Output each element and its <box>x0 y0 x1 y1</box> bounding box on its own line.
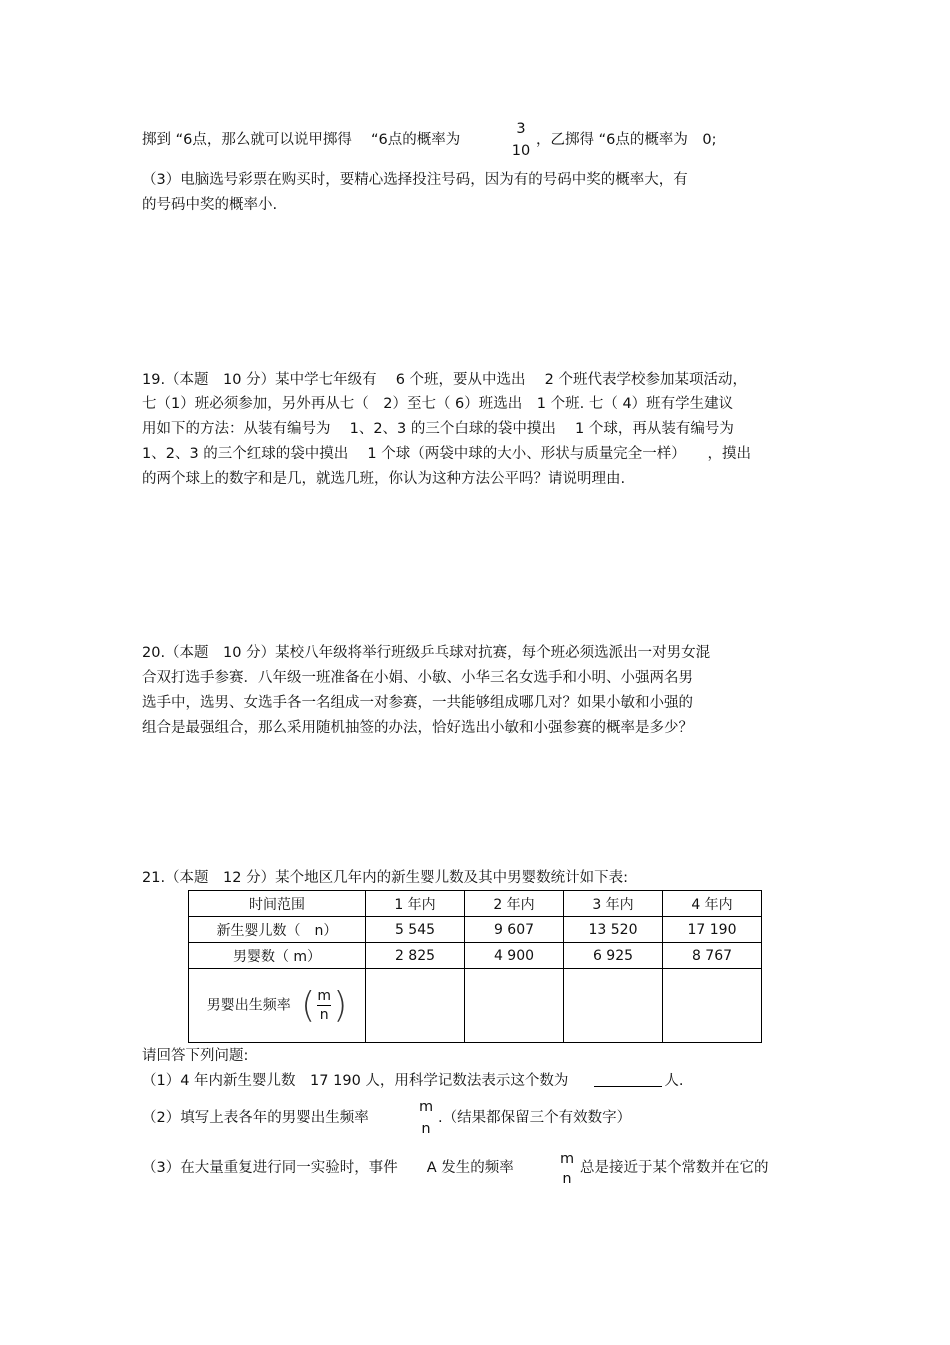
answer-cell[interactable] <box>663 969 762 1043</box>
table-cell: 2 825 <box>366 943 465 969</box>
fraction-numerator: m <box>559 1151 575 1167</box>
q21-part-1-suffix: 人. <box>664 1073 684 1089</box>
frequency-label: 男婴出生频率 <box>206 997 291 1014</box>
intro-line-1a: 掷到 “6点，那么就可以说甲掷得 “6点的概率为 <box>142 132 461 148</box>
q21-title: 21.（本题 12 分）某个地区几年内的新生婴儿数及其中男婴数统计如下表: <box>142 870 629 886</box>
fraction-denominator: n <box>319 1007 329 1023</box>
table-header-cell: 时间范围 <box>189 891 366 917</box>
q19-line: 用如下的方法：从装有编号为 1、2、3 的三个白球的袋中摸出 1 个球，再从装有编号为 <box>142 421 734 437</box>
table-row-frequency <box>189 969 762 1043</box>
q21-part-3-fraction <box>557 1150 577 1188</box>
fraction-numerator: m <box>317 988 332 1004</box>
q21-part-3-text: （3）在大量重复进行同一实验时，事件 A 发生的频率 <box>142 1160 514 1176</box>
table-row-newborns <box>189 917 762 943</box>
birth-statistics-table <box>188 890 762 1043</box>
table-cell: 5 545 <box>366 917 465 943</box>
q21-part-1-text: （1）4 年内新生婴儿数 17 190 人，用科学记数法表示这个数为 <box>142 1073 569 1089</box>
q20-line: 选手中，选男、女选手各一名组成一对参赛，一共能够组成哪几对？如果小敏和小强的 <box>142 695 693 711</box>
answer-blank[interactable] <box>594 1072 662 1087</box>
intro-fraction <box>510 120 532 160</box>
table-cell: 9 607 <box>465 917 564 943</box>
fraction-denominator: n <box>421 1121 431 1137</box>
q20-line: 组合是最强组合，那么采用随机抽签的办法，恰好选出小敏和小强参赛的概率是多少？ <box>142 720 693 736</box>
intro-line-1b: ，乙掷得 “6点的概率为 0; <box>536 132 717 148</box>
intro-line-3: 的号码中奖的概率小. <box>142 197 278 213</box>
q21-prompt: 请回答下列问题: <box>142 1048 249 1064</box>
q19-line: 19.（本题 10 分）某中学七年级有 6 个班，要从中选出 2 个班代表学校参加某项活动， <box>142 372 748 388</box>
row-label: 男婴数（ m） <box>189 943 366 969</box>
table-header-cell: 2 年内 <box>465 891 564 917</box>
q21-part-2-fraction <box>416 1098 436 1138</box>
table-cell: 4 900 <box>465 943 564 969</box>
table-cell: 13 520 <box>564 917 663 943</box>
table-header-cell: 1 年内 <box>366 891 465 917</box>
q21-part-3-suffix: 总是接近于某个常数并在它的 <box>580 1160 769 1176</box>
q21-part-2-text: （2）填写上表各年的男婴出生频率 <box>142 1110 369 1126</box>
table-row-boys <box>189 943 762 969</box>
table-cell: 17 190 <box>663 917 762 943</box>
table-cell: 6 925 <box>564 943 663 969</box>
q19-line: 1、2、3 的三个红球的袋中摸出 1 个球（两袋中球的大小、形状与质量完全一样） ，摸出 <box>142 446 751 462</box>
answer-cell[interactable] <box>564 969 663 1043</box>
q20-line: 20.（本题 10 分）某校八年级将举行班级乒乓球对抗赛，每个班必须选派出一对男女混 <box>142 645 711 661</box>
fraction-denominator: n <box>562 1171 572 1187</box>
answer-cell[interactable] <box>366 969 465 1043</box>
q21-part-2-suffix: .（结果都保留三个有效数字） <box>438 1110 632 1126</box>
intro-fraction-numerator: 3 <box>516 121 526 137</box>
intro-line-2: （3）电脑选号彩票在购买时，要精心选择投注号码，因为有的号码中奖的概率大，有 <box>142 172 688 188</box>
table-header-cell: 4 年内 <box>663 891 762 917</box>
answer-cell[interactable] <box>465 969 564 1043</box>
table-header-cell: 3 年内 <box>564 891 663 917</box>
q19-line: 七（1）班必须参加，另外再从七（ 2）至七（ 6）班选出 1 个班. 七（ 4）班有学生建议 <box>142 396 734 412</box>
q19-line: 的两个球上的数字和是几，就选几班，你认为这种方法公平吗？请说明理由. <box>142 471 626 487</box>
q20-line: 合双打选手参赛．八年级一班准备在小娟、小敏、小华三名女选手和小明、小强两名男 <box>142 670 693 686</box>
row-label: 新生婴儿数（ n） <box>189 917 366 943</box>
table-header-row <box>189 891 762 917</box>
intro-fraction-denominator: 10 <box>511 143 531 159</box>
frequency-fraction: ( m n ) <box>301 984 348 1026</box>
row-label <box>189 969 366 1043</box>
q21-part-1 <box>142 1071 684 1091</box>
table-cell: 8 767 <box>663 943 762 969</box>
fraction-numerator: m <box>418 1099 434 1115</box>
